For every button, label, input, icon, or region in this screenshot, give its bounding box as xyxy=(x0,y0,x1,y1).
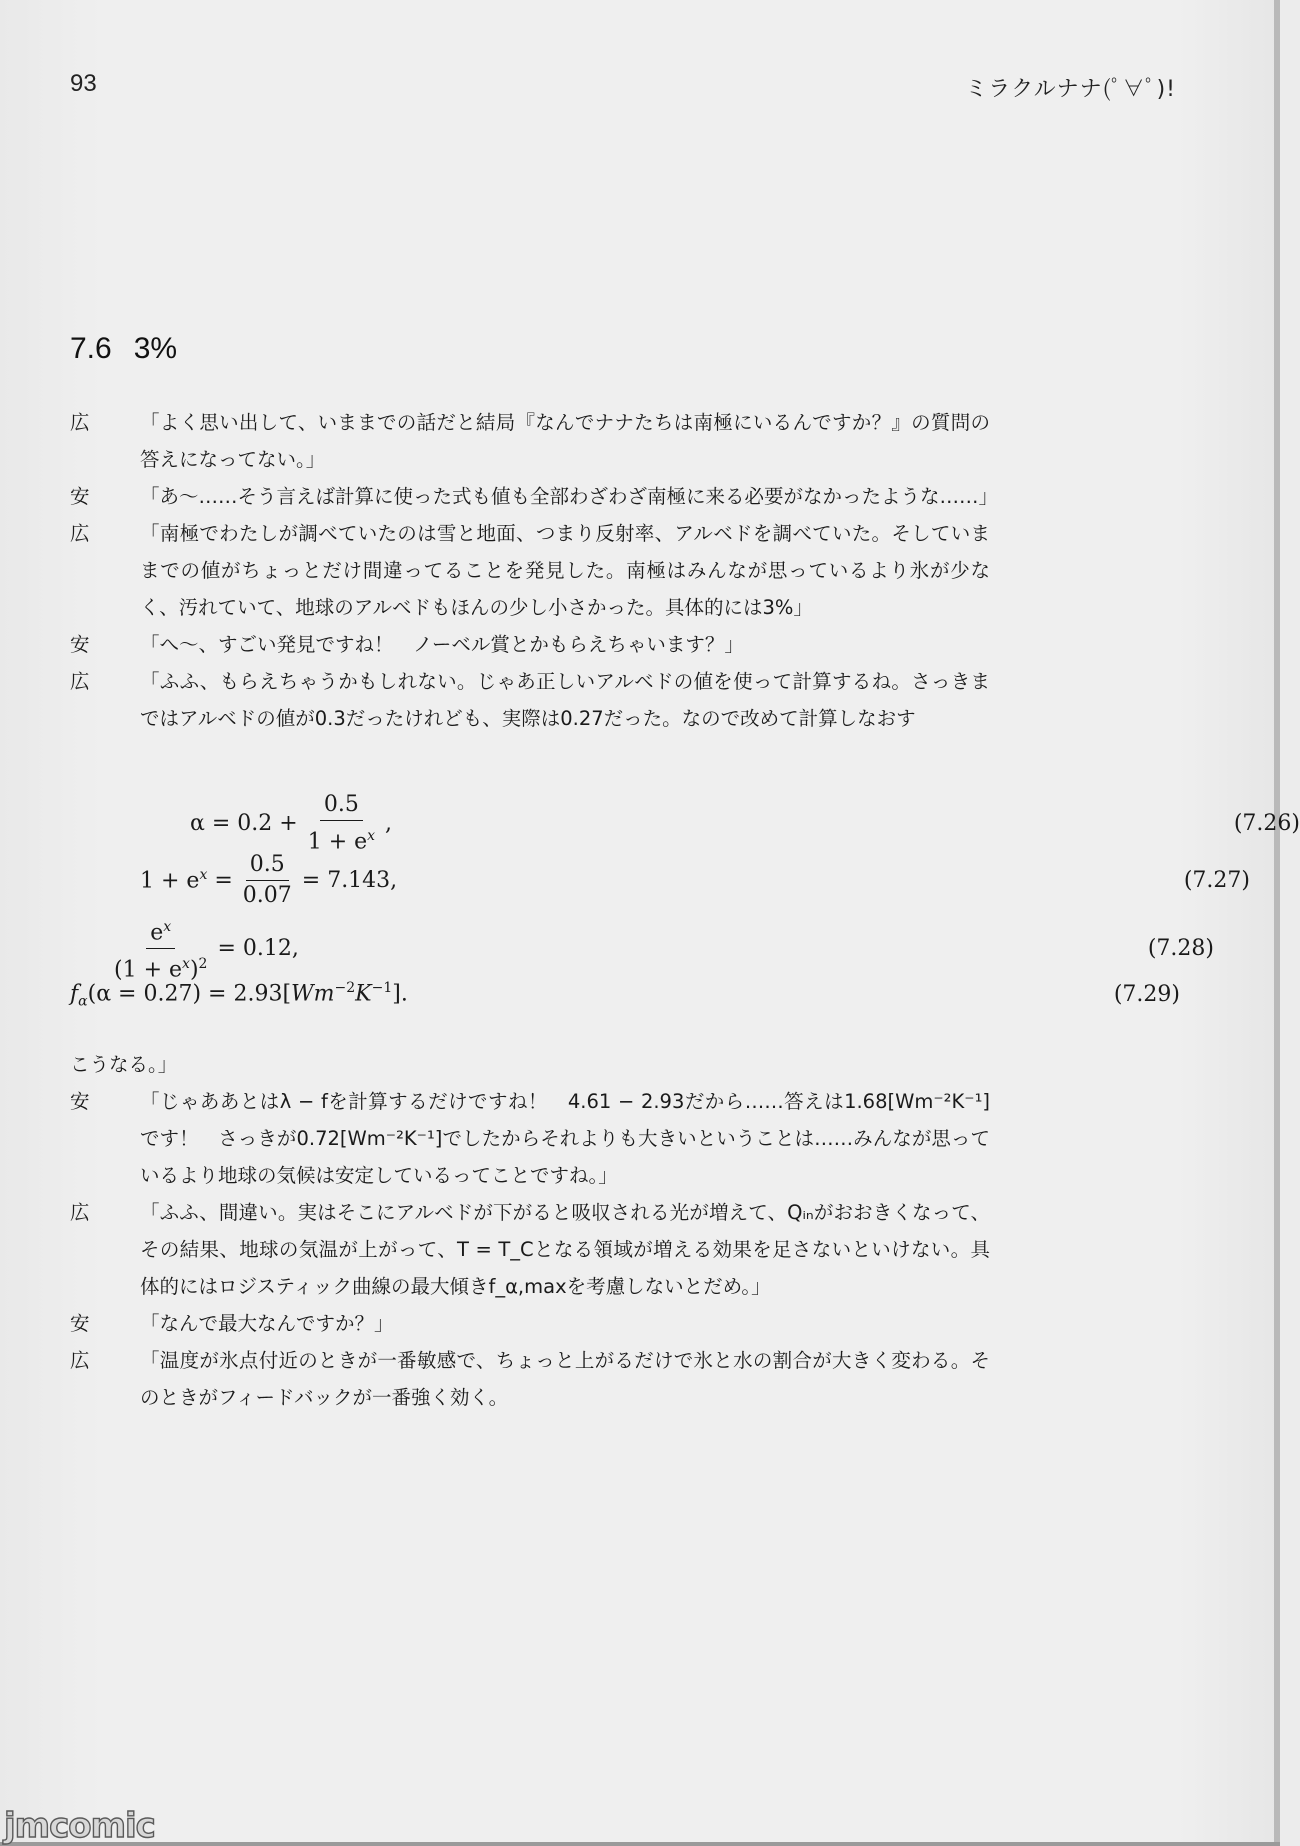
eq3-tag: (7.28) xyxy=(1147,936,1214,962)
dialogue-text: 「よく思い出して、いままでの話だと結局『なんでナナたちは南極にいるんですか？』の質問の答えになってない。」 xyxy=(140,411,990,471)
dialogue-text: 「温度が氷点付近のときが一番敏感で、ちょっと上がるだけで氷と水の割合が大きく変わる。そのときがフィードバックが一番強く効く。 xyxy=(140,1349,990,1409)
eq4-f: f xyxy=(70,981,79,1007)
eq1-numerator: 0.5 xyxy=(320,792,363,821)
running-title: ミラクルナナ(ﾟ∀ﾟ)! xyxy=(965,77,1176,102)
eq1-den-exp: x xyxy=(367,828,376,844)
eq2-denominator: 0.07 xyxy=(242,883,292,908)
eq3-denominator xyxy=(110,949,211,983)
dialogue-text: 「ふふ、もらえちゃうかもしれない。じゃあ正しいアルベドの値を使って計算するね。さっきまではアルベドの値が0.3だったけれども、実際は0.27だった。なので改めて計算しなおす xyxy=(140,670,990,730)
dialogue-text: 「あ〜……そう言えば計算に使った式も値も全部わざわざ南極に来る必要がなかったような……」 xyxy=(140,485,999,508)
speaker-label: 広 xyxy=(70,1349,90,1372)
eq4-tag: (7.29) xyxy=(1113,982,1180,1008)
speaker-label: 安 xyxy=(70,633,90,656)
dialogue-text: 「なんで最大なんですか？」 xyxy=(140,1312,394,1335)
speaker-label: 安 xyxy=(70,1090,90,1113)
dialogue-text: こうなる。」 xyxy=(70,1053,178,1076)
eq3-num-exp: x xyxy=(163,919,172,935)
eq2-tag: (7.27) xyxy=(1183,868,1250,893)
eq1-denominator xyxy=(304,821,379,855)
dialogue-line xyxy=(70,1046,990,1083)
eq4-k-exp: −1 xyxy=(371,980,393,996)
dialogue-text: 「ふふ、間違い。実はそこにアルベドが下がると吸収される光が増えて、Qᵢₙがおおきくなって、その結果、地球の気温が上がって、T = T_Cとなる領域が増える効果を足さないといけない。具体的にはロジスティック曲線の最大傾きf_α,maxを考慮しないとだめ。」 xyxy=(140,1201,990,1298)
speaker-label: 広 xyxy=(70,522,90,545)
dialogue-line xyxy=(70,663,990,737)
eq1-lhs: α = 0.2 + xyxy=(190,811,298,837)
equation-block xyxy=(70,792,1300,1022)
dialogue-line xyxy=(70,1342,990,1416)
section-heading xyxy=(70,332,177,366)
dialogue-line xyxy=(70,1305,990,1342)
eq3-rhs: = 0.12, xyxy=(217,936,299,962)
eq4-arg: (α = 0.27) = 2.93[ xyxy=(87,981,292,1007)
dialogue-line xyxy=(70,515,990,626)
dialogue-line xyxy=(70,404,990,478)
dialogue-line xyxy=(70,1083,990,1194)
speaker-label: 広 xyxy=(70,1201,90,1224)
eq2-numerator: 0.5 xyxy=(246,852,289,881)
dialogue-text: 「じゃああとはλ − fを計算するだけですね！ 4.61 − 2.93だから……答えは1.68[Wm⁻²K⁻¹]です！ さっきが0.72[Wm⁻²K⁻¹]でしたからそれよりも大きいということは……みんなが思っているより地球の気候は安定しているってことですね。」 xyxy=(140,1090,990,1187)
dialogue-block-2 xyxy=(70,1046,990,1416)
eq2-fraction xyxy=(239,852,296,909)
eq3-num-base: e xyxy=(150,920,164,946)
eq4-f-sub: α xyxy=(78,993,88,1010)
eq1-fraction xyxy=(304,792,379,855)
eq3-den-exp: x xyxy=(182,956,190,973)
eq4-expression xyxy=(70,980,408,1010)
dialogue-block-1 xyxy=(70,404,999,737)
dialogue-text: 「南極でわたしが調べていたのは雪と地面、つまり反射率、アルベドを調べていた。そしていままでの値がちょっとだけ間違ってることを発見した。南極はみんなが思っているより氷が少なく、汚れていて、地球のアルベドもほんの少し小さかった。具体的には3%」 xyxy=(140,522,990,619)
eq3-den-base: (1 + e xyxy=(114,957,183,983)
section-title: 3% xyxy=(133,332,178,365)
speaker-label: 安 xyxy=(70,1312,90,1335)
dialogue-line xyxy=(70,1194,990,1305)
page-bottom-edge xyxy=(0,1842,1280,1846)
eq2-lhs-base: 1 + e xyxy=(140,868,200,894)
eq4-k: K xyxy=(355,981,372,1007)
eq2-rhs: = 7.143, xyxy=(301,868,398,893)
speaker-label: 安 xyxy=(70,485,90,508)
eq4-w: Wm xyxy=(291,981,335,1007)
equation-7-26 xyxy=(70,792,1300,855)
eq2-lhs-exp: x xyxy=(199,867,208,884)
speaker-label: 広 xyxy=(70,411,90,434)
eq2-equals: = xyxy=(214,868,233,893)
eq3-numerator xyxy=(146,914,175,949)
dialogue-text: 「へ〜、すごい発見ですね！ ノーベル賞とかもらえちゃいます？」 xyxy=(140,633,744,656)
equation-7-28 xyxy=(70,914,1214,984)
section-number: 7.6 xyxy=(70,332,112,365)
page-number: 93 xyxy=(70,70,97,97)
eq3-den-close: ) xyxy=(189,957,199,983)
equation-7-29 xyxy=(70,980,1180,1010)
eq3-fraction xyxy=(110,914,211,984)
eq4-w-exp: −2 xyxy=(334,980,356,996)
speaker-label: 広 xyxy=(70,670,90,693)
dialogue-line xyxy=(70,626,990,663)
dialogue-line xyxy=(70,478,999,515)
equation-7-27 xyxy=(70,852,1250,909)
eq1-den-base: 1 + e xyxy=(307,829,368,855)
eq1-suffix: , xyxy=(385,811,393,837)
eq4-end: ]. xyxy=(392,981,408,1007)
eq1-tag: (7.26) xyxy=(1233,811,1300,837)
watermark-logo: jmcomic xyxy=(4,1806,155,1846)
page-edge-shadow xyxy=(1274,0,1280,1846)
eq3-den-power: 2 xyxy=(198,956,208,973)
eq2-lhs xyxy=(140,867,207,893)
